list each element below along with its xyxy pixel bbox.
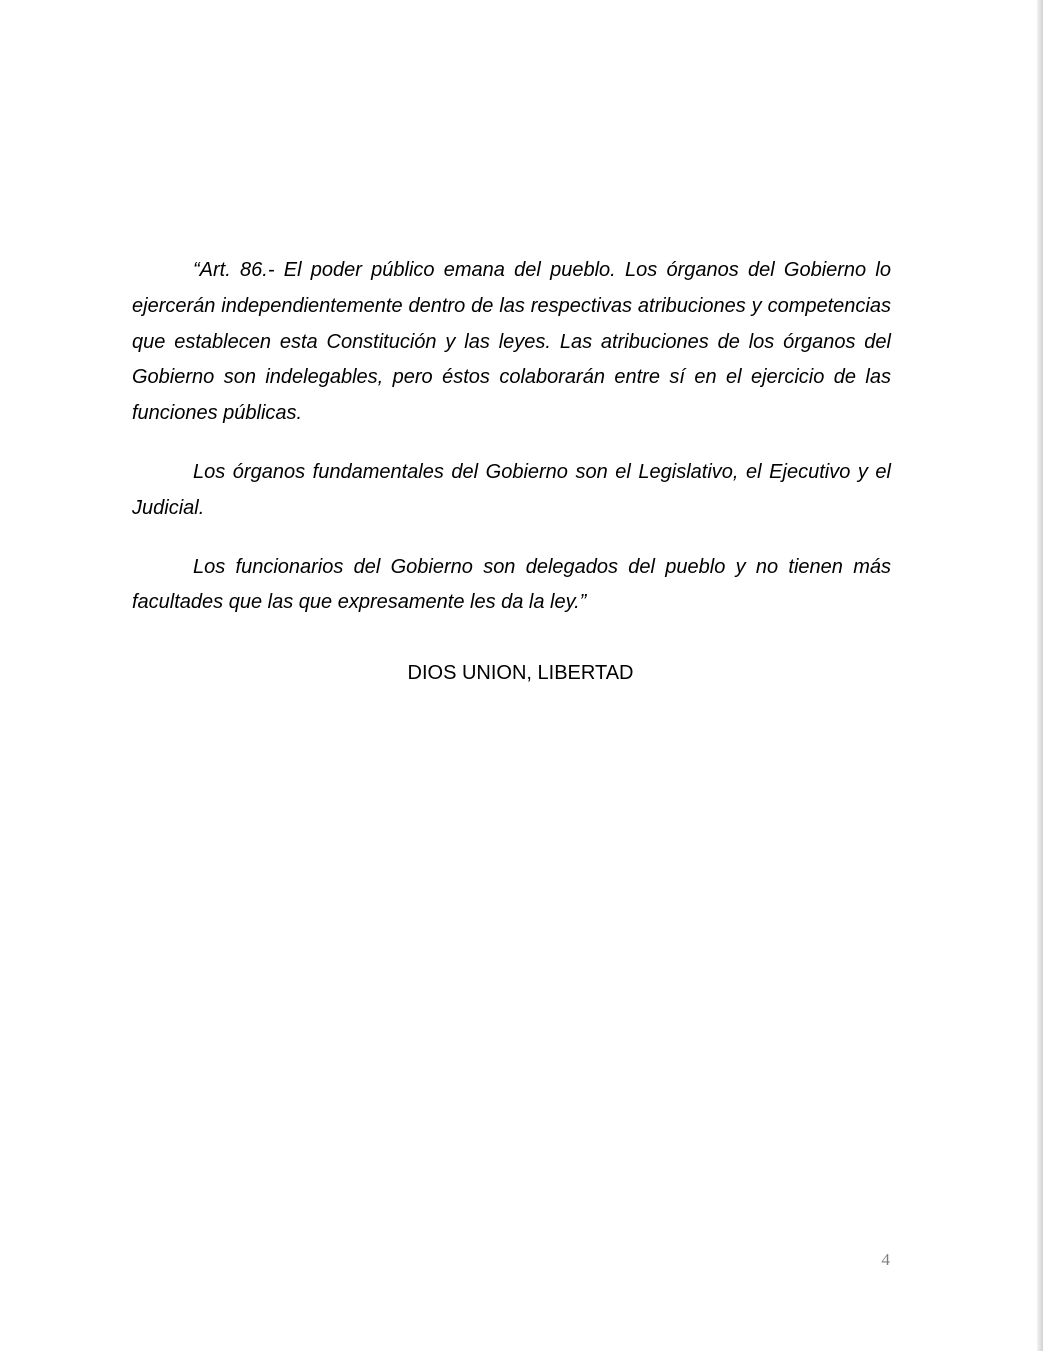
page-number: 4	[881, 1250, 890, 1269]
page-edge-shadow	[1037, 0, 1043, 1351]
paragraph-organos-fundamentales: Los órganos fundamentales del Gobierno son el Legislativo, el Ejecutivo y el Judicial.	[132, 460, 891, 519]
document-body	[132, 253, 891, 692]
national-motto: DIOS UNION, LIBERTAD	[407, 662, 634, 685]
paragraph-article-86: “Art. 86.- El poder público emana del pueblo. Los órganos del Gobierno lo ejercerán independientemente dentro de las respectivas atribuciones y competencias que establecen esta Constitución y las leyes. Las atribuciones de los órganos del Gobierno son indelegables, pero éstos colaborarán entre sí en el ejercicio de las funciones públicas.	[132, 259, 891, 425]
paragraph-funcionarios: Los funcionarios del Gobierno son delegados del pueblo y no tienen más facultades que las que expresamente les da la ley.”	[132, 555, 891, 614]
